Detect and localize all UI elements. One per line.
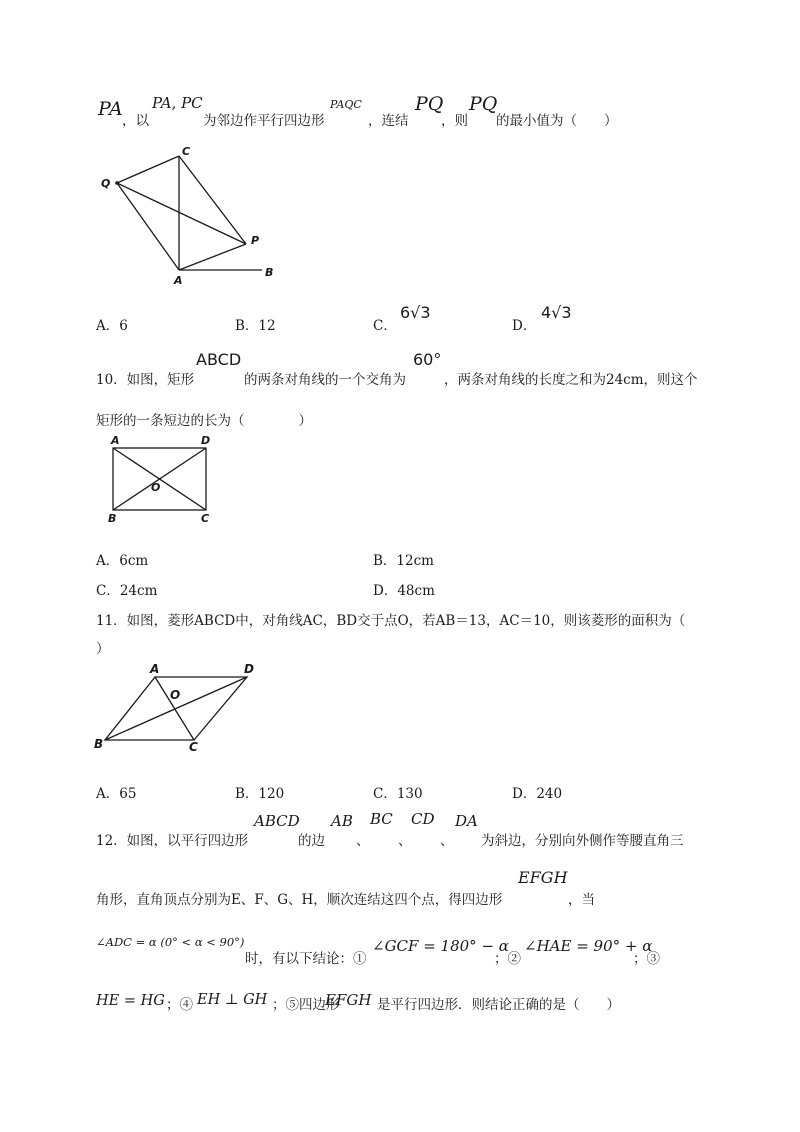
label-b: B (108, 512, 117, 525)
label-d: D (201, 434, 211, 447)
option-a[interactable]: A．65 (96, 786, 137, 802)
option-c[interactable]: C．130 (373, 786, 423, 802)
separator: 、 (440, 833, 454, 849)
q12-text-9: ；⑤四边形 (272, 997, 340, 1013)
option-c[interactable]: C． (373, 318, 397, 334)
q10-text-line2: 矩形的一条短边的长为（ ） (96, 413, 312, 429)
q12-text-line2: 角形，直角顶点分别为E、F、G、H，顺次连结这四个点，得四边形 (96, 892, 503, 908)
label-c: C (182, 145, 191, 158)
diagonal-bd (105, 677, 247, 740)
option-b[interactable]: B．12 (235, 318, 276, 334)
label-o: O (170, 688, 181, 702)
math-pq: PQ (469, 93, 498, 115)
math-bc: BC (370, 810, 393, 828)
label-b: B (94, 737, 104, 751)
q10-text-3: ，两条对角线的长度之和为24cm，则这个 (444, 372, 698, 388)
math-da: DA (455, 812, 478, 830)
option-d[interactable]: D． (512, 318, 537, 334)
option-d[interactable]: D．48cm (373, 583, 435, 599)
math-abcd: ABCD (254, 812, 300, 830)
q9-text-1: ，以 (122, 113, 149, 129)
math-conclusion-2: ∠HAE = 90° + α (524, 937, 653, 955)
math-cd: CD (411, 810, 435, 828)
option-a[interactable]: A．6cm (96, 553, 149, 569)
separator: 、 (356, 833, 370, 849)
label-o: O (151, 481, 161, 494)
q11-text-line1: 11．如图，菱形ABCD中，对角线AC，BD交于点O，若AB＝13，AC＝10，则该菱形的面积为（ (96, 613, 686, 629)
option-d[interactable]: D．240 (512, 786, 563, 802)
q9-text-2: 为邻边作平行四边形 (203, 113, 325, 129)
q10-text-1: 10．如图，矩形 (96, 372, 195, 388)
q9-text-5: 的最小值为（ ） (496, 113, 618, 129)
math-abcd: ABCD (196, 350, 242, 369)
q12-text-3: 为斜边，分别向外侧作等腰直角三 (481, 833, 684, 849)
math-pq: PQ (415, 93, 444, 115)
separator: 、 (398, 833, 412, 849)
label-d: D (244, 662, 254, 676)
label-p: P (251, 234, 260, 247)
option-b[interactable]: B．12cm (373, 553, 434, 569)
label-a: A (111, 434, 120, 447)
math-conclusion-3: HE = HG (96, 993, 165, 1009)
option-d-value: 4√3 (541, 303, 572, 322)
q12-text-6: ；② (494, 951, 521, 967)
q12-text-5: 时，有以下结论：① (245, 951, 367, 967)
math-angle-condition: ∠ADC = α (0° < α < 90°) (96, 935, 245, 949)
math-efgh: EFGH (518, 868, 568, 887)
option-a[interactable]: A．6 (96, 318, 128, 334)
label-c: C (201, 512, 210, 525)
math-conclusion-4: EH ⊥ GH (197, 992, 268, 1008)
label-a: A (174, 274, 183, 287)
math-efgh: EFGH (325, 991, 372, 1009)
label-q: Q (101, 177, 111, 190)
label-a: A (150, 662, 160, 676)
math-ab: AB (331, 812, 353, 830)
q12-text-4: ，当 (568, 892, 595, 908)
option-c[interactable]: C．24cm (96, 583, 158, 599)
math-pa-pc: PA, PC (152, 94, 203, 112)
math-paqc: PAQC (330, 98, 362, 111)
label-c: C (189, 740, 198, 754)
math-60-degrees: 60° (413, 350, 442, 369)
q12-text-10: 是平行四边形．则结论正确的是（ ） (377, 997, 620, 1013)
q12-text-7: ；③ (633, 951, 660, 967)
q9-text-3: ，连结 (368, 113, 409, 129)
label-b: B (265, 266, 274, 279)
math-conclusion-1: ∠GCF = 180° − α (372, 937, 509, 955)
q12-text-8: ；④ (166, 997, 193, 1013)
q9-text-4: ，则 (441, 113, 468, 129)
q10-text-2: 的两条对角线的一个交角为 (244, 372, 406, 388)
q12-text-2: 的边 (298, 833, 325, 849)
option-c-value: 6√3 (400, 303, 431, 322)
q11-text-line2: ） (96, 641, 110, 657)
q12-text-1: 12．如图，以平行四边形 (96, 833, 249, 849)
math-pa: PA (98, 98, 123, 120)
option-b[interactable]: B．120 (235, 786, 285, 802)
